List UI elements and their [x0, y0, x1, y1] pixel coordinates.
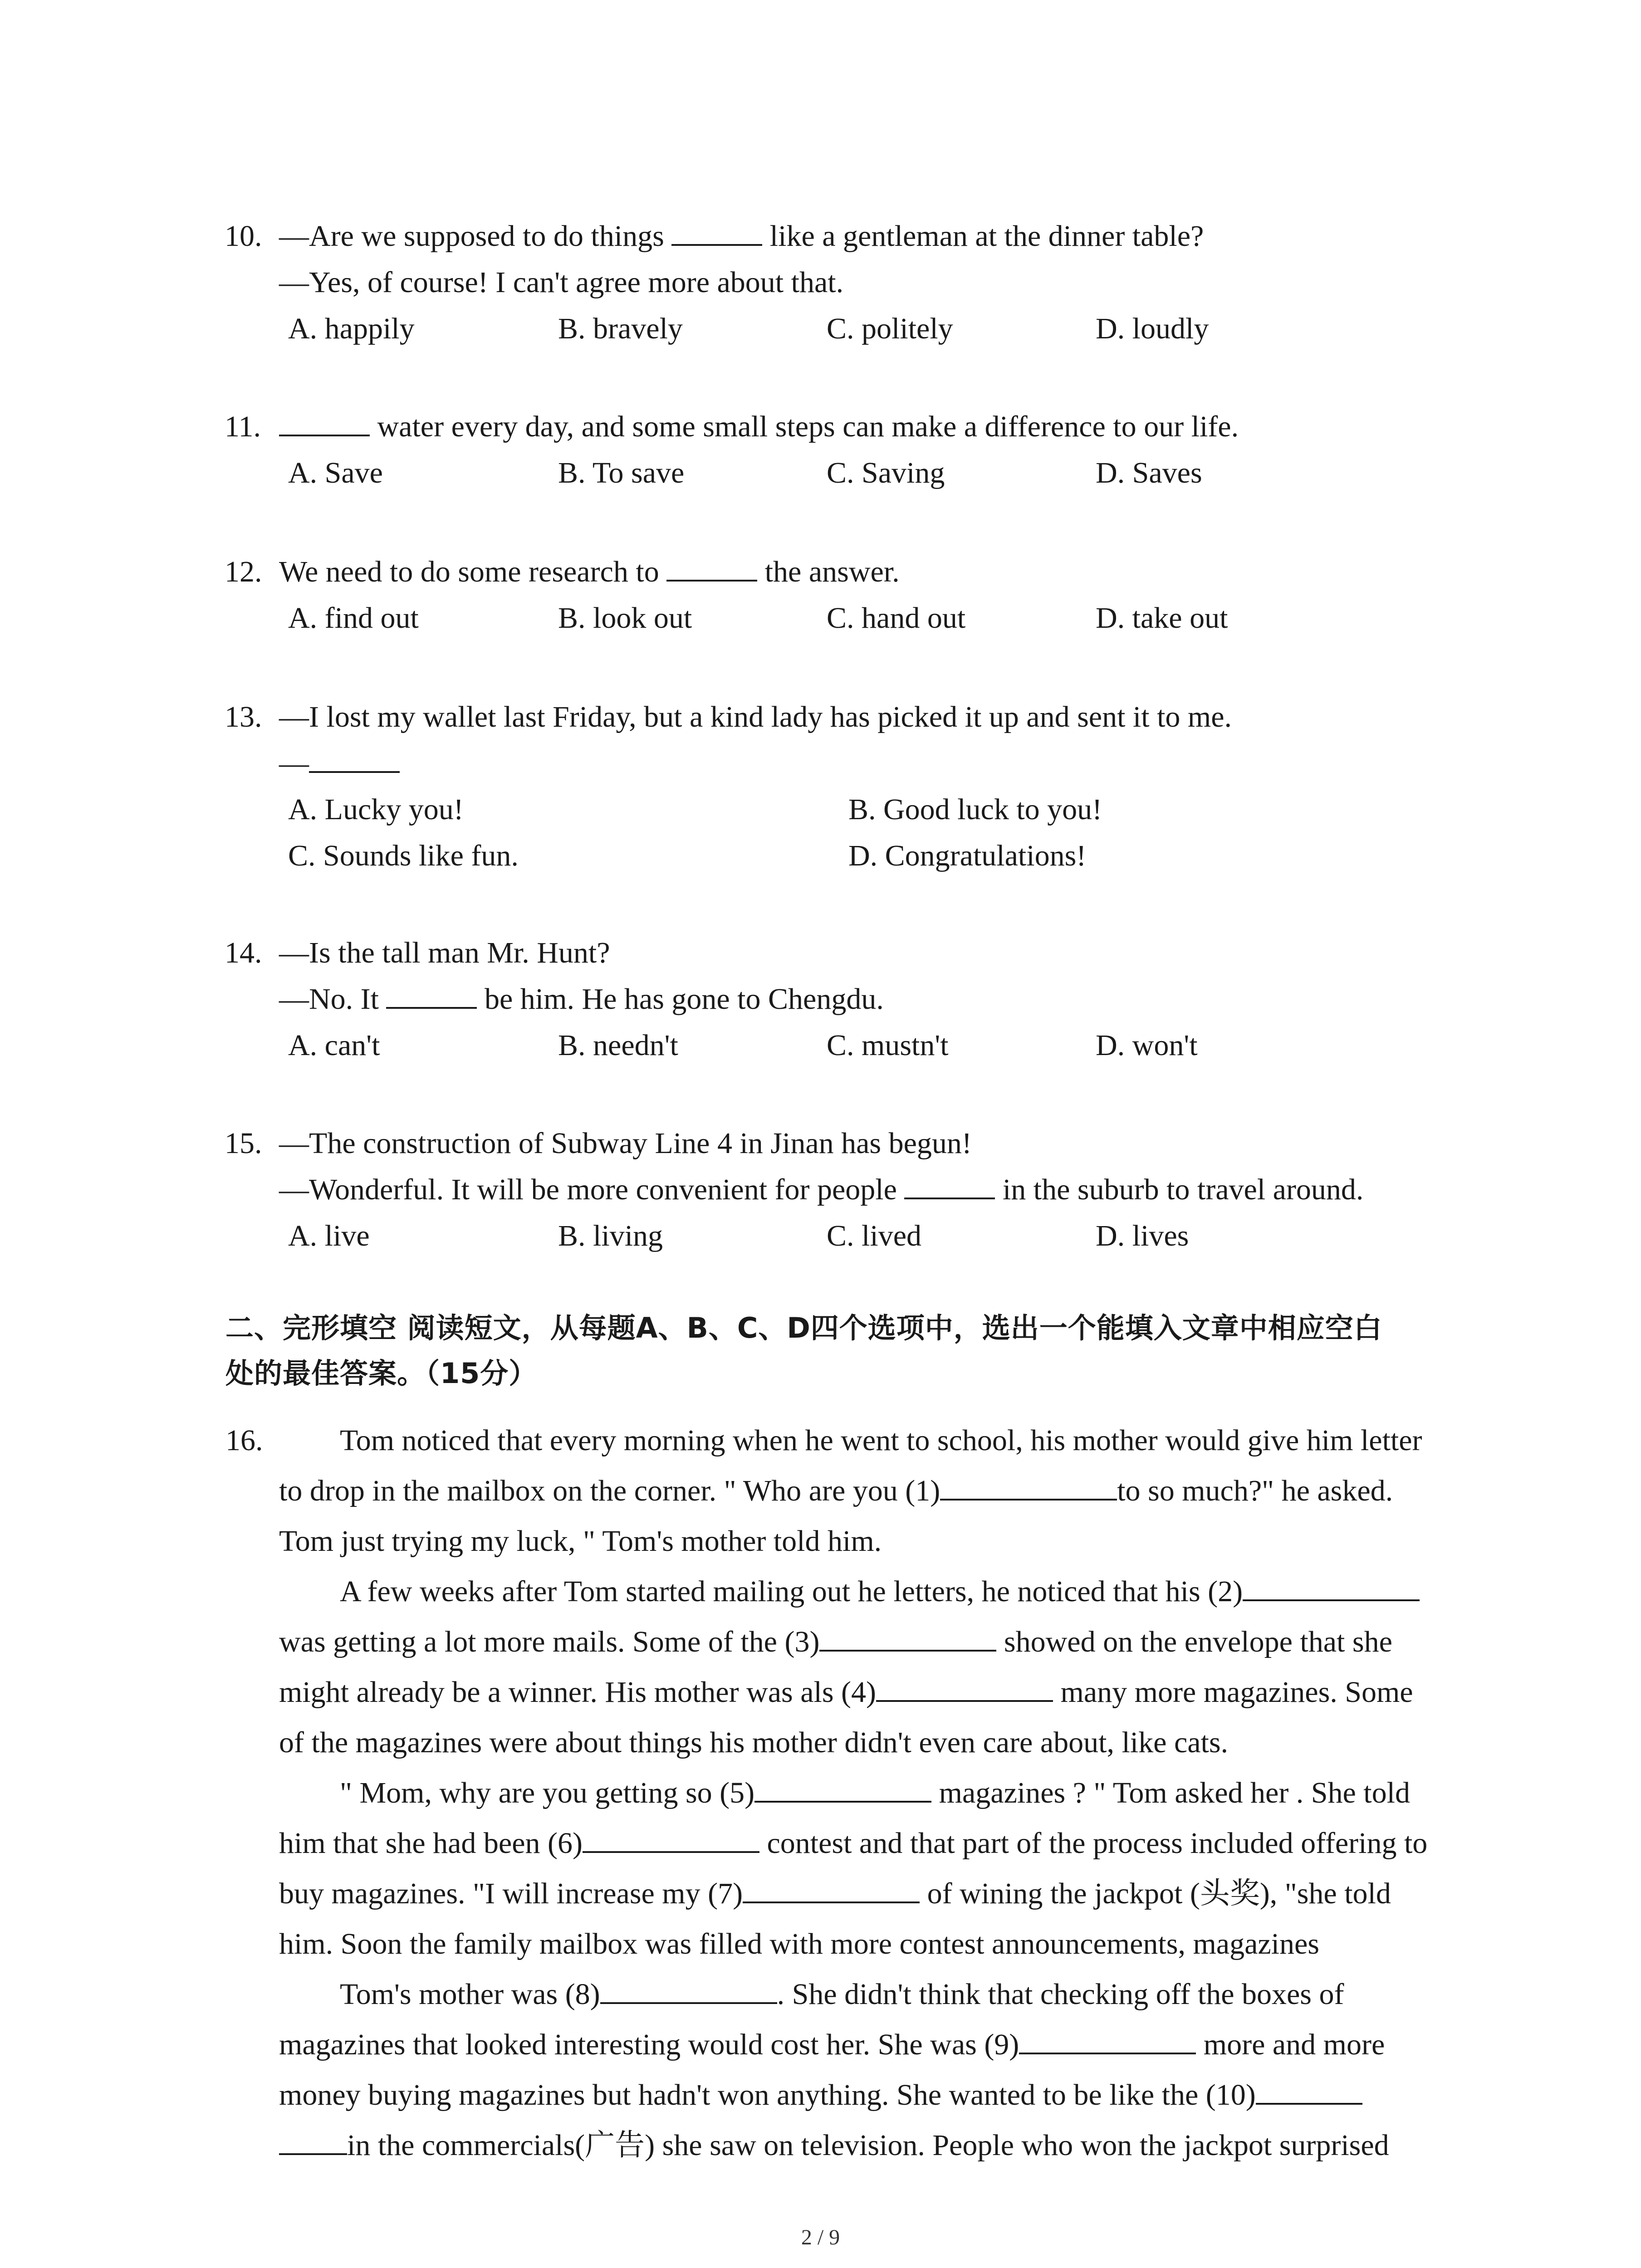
- option-d: D. Saves: [1096, 456, 1202, 489]
- option-c: C. Sounds like fun.: [288, 839, 519, 872]
- section-heading-line: 二、完形填空 阅读短文，从每题A、B、C、D四个选项中，选出一个能填入文章中相应空白: [225, 1311, 1382, 1344]
- question-13: [225, 694, 1495, 879]
- passage-text: magazines ? " Tom asked her . She told: [939, 1776, 1410, 1809]
- answer-blank: [754, 1776, 931, 1803]
- question-text-part: the answer.: [764, 555, 900, 588]
- passage-text: might already be a winner. His mother was als (4): [279, 1676, 876, 1709]
- options-row: [225, 450, 1495, 496]
- options-row: [225, 306, 1495, 352]
- option-c: C. lived: [827, 1219, 921, 1252]
- question-text: —I lost my wallet last Friday, but a kind lady has picked it up and sent it to me.: [279, 700, 1232, 733]
- answer-blank: [279, 2129, 347, 2155]
- passage-text: him that she had been (6): [279, 1827, 583, 1860]
- page-number: 2 / 9: [801, 2225, 840, 2249]
- passage-text: magazines that looked interesting would cost her. She was (9): [279, 2028, 1019, 2061]
- option-c: C. hand out: [827, 601, 966, 635]
- question-15: [225, 1120, 1495, 1259]
- option-d: D. lives: [1096, 1219, 1189, 1252]
- option-c: C. politely: [827, 312, 953, 345]
- question-text-part: —Are we supposed to do things: [279, 220, 664, 253]
- question-number: 16.: [225, 1424, 263, 1457]
- question-text-part: like a gentleman at the dinner table?: [769, 220, 1204, 253]
- passage-line: him. Soon the family mailbox was filled with more contest announcements, magazines: [279, 1927, 1319, 1960]
- answer-blank: [666, 555, 757, 582]
- answer-blank: [876, 1676, 1053, 1702]
- question-text: —The construction of Subway Line 4 in Jinan has begun!: [279, 1127, 972, 1160]
- answer-blank: [279, 410, 370, 436]
- passage-line: [279, 1466, 1393, 1516]
- option-a: A. find out: [288, 601, 419, 635]
- option-b: B. look out: [558, 601, 692, 635]
- cloze-passage: [225, 1415, 1464, 2170]
- option-c: C. Saving: [827, 456, 945, 489]
- passage-text: Tom's mother was (8): [340, 1978, 600, 2011]
- passage-line: of the magazines were about things his mother didn't even care about, like cats.: [279, 1726, 1229, 1759]
- question-text: —Yes, of course! I can't agree more about that.: [279, 266, 844, 299]
- question-12: [225, 549, 1495, 641]
- question-text: —Is the tall man Mr. Hunt?: [279, 936, 610, 969]
- passage-line: [279, 2070, 1362, 2120]
- passage-text: money buying magazines but hadn't won anything. She wanted to be like the (10): [279, 2078, 1256, 2112]
- options-row: [225, 1213, 1495, 1259]
- options-row: [225, 833, 1495, 879]
- option-a: A. live: [288, 1219, 370, 1252]
- question-text: [279, 404, 1239, 450]
- option-b: B. bravely: [558, 312, 683, 345]
- question-number: 13.: [225, 700, 262, 733]
- option-a: A. can't: [288, 1029, 380, 1062]
- answer-blank: [583, 1827, 759, 1853]
- option-a: A. Save: [288, 456, 383, 489]
- passage-line: [279, 1667, 1413, 1717]
- answer-blank: [386, 982, 477, 1009]
- question-text: [279, 740, 400, 787]
- question-11: [225, 404, 1495, 496]
- option-d: D. Congratulations!: [848, 839, 1087, 872]
- passage-line: [279, 1617, 1392, 1667]
- option-b: B. To save: [558, 456, 685, 489]
- answer-blank: [819, 1625, 996, 1652]
- passage-text: was getting a lot more mails. Some of the (3): [279, 1625, 820, 1658]
- passage-line: [340, 1969, 1344, 2019]
- passage-text: contest and that part of the process included offering to: [767, 1827, 1428, 1860]
- passage-text: " Mom, why are you getting so (5): [340, 1776, 755, 1809]
- question-number: 12.: [225, 555, 262, 588]
- answer-blank: [1243, 1575, 1420, 1601]
- passage-line: [279, 1868, 1391, 1919]
- passage-line: Tom noticed that every morning when he went to school, his mother would give him letter: [340, 1424, 1422, 1457]
- option-b: B. needn't: [558, 1029, 678, 1062]
- question-number: 11.: [225, 410, 261, 443]
- answer-blank: [309, 747, 400, 773]
- question-text-part: —Wonderful. It will be more convenient for people: [279, 1173, 897, 1206]
- passage-line: [340, 1768, 1410, 1818]
- answer-blank: [940, 1474, 1117, 1501]
- question-10: [225, 213, 1495, 352]
- question-text-part: water every day, and some small steps can make a difference to our life.: [377, 410, 1239, 443]
- options-row: [225, 787, 1495, 833]
- question-text-part: We need to do some research to: [279, 555, 659, 588]
- passage-text: showed on the envelope that she: [1004, 1625, 1392, 1658]
- question-number: 14.: [225, 936, 262, 969]
- passage-line: [279, 1818, 1427, 1868]
- question-text-part: be him. He has gone to Chengdu.: [484, 982, 884, 1016]
- question-text: [279, 213, 1204, 259]
- option-a: A. Lucky you!: [288, 793, 464, 826]
- question-14: [225, 930, 1495, 1069]
- question-number: 15.: [225, 1127, 262, 1160]
- passage-text: of wining the jackpot (头奖), "she told: [927, 1877, 1391, 1910]
- question-text: [279, 976, 884, 1022]
- passage-line: [279, 2019, 1385, 2070]
- answer-blank: [904, 1173, 995, 1199]
- answer-blank: [1019, 2028, 1196, 2054]
- passage-text: more and more: [1203, 2028, 1385, 2061]
- passage-line: [340, 1566, 1420, 1617]
- question-text: [279, 549, 900, 595]
- option-b: B. living: [558, 1219, 663, 1252]
- passage-text: many more magazines. Some: [1060, 1676, 1413, 1709]
- question-text: [279, 1167, 1363, 1213]
- passage-text: to so much?" he asked.: [1117, 1474, 1393, 1507]
- question-text-part: —: [279, 747, 309, 780]
- answer-blank: [671, 220, 762, 246]
- question-text-part: —No. It: [279, 982, 379, 1016]
- passage-line: [279, 2120, 1389, 2170]
- question-text-part: in the suburb to travel around.: [1002, 1173, 1364, 1206]
- answer-blank: [743, 1877, 920, 1903]
- option-d: D. won't: [1096, 1029, 1198, 1062]
- passage-text: in the commercials(广告) she saw on television. People who won the jackpot surprised: [347, 2129, 1389, 2162]
- options-row: [225, 1022, 1495, 1069]
- passage-text: to drop in the mailbox on the corner. " Who are you (1): [279, 1474, 941, 1507]
- answer-blank: [600, 1978, 777, 2004]
- option-d: D. take out: [1096, 601, 1228, 635]
- section-heading-line: 处的最佳答案。（15分）: [225, 1357, 538, 1390]
- option-b: B. Good luck to you!: [848, 793, 1102, 826]
- option-a: A. happily: [288, 312, 415, 345]
- options-row: [225, 595, 1495, 641]
- section-heading: [225, 1305, 1450, 1396]
- option-d: D. loudly: [1096, 312, 1209, 345]
- passage-text: A few weeks after Tom started mailing out he letters, he noticed that his (2): [340, 1575, 1243, 1608]
- answer-blank: [1256, 2078, 1362, 2105]
- question-number: 10.: [225, 220, 262, 253]
- passage-text: buy magazines. "I will increase my (7): [279, 1877, 743, 1910]
- passage-line: Tom just trying my luck, " Tom's mother told him.: [279, 1525, 882, 1558]
- option-c: C. mustn't: [827, 1029, 949, 1062]
- passage-text: . She didn't think that checking off the boxes of: [777, 1978, 1344, 2011]
